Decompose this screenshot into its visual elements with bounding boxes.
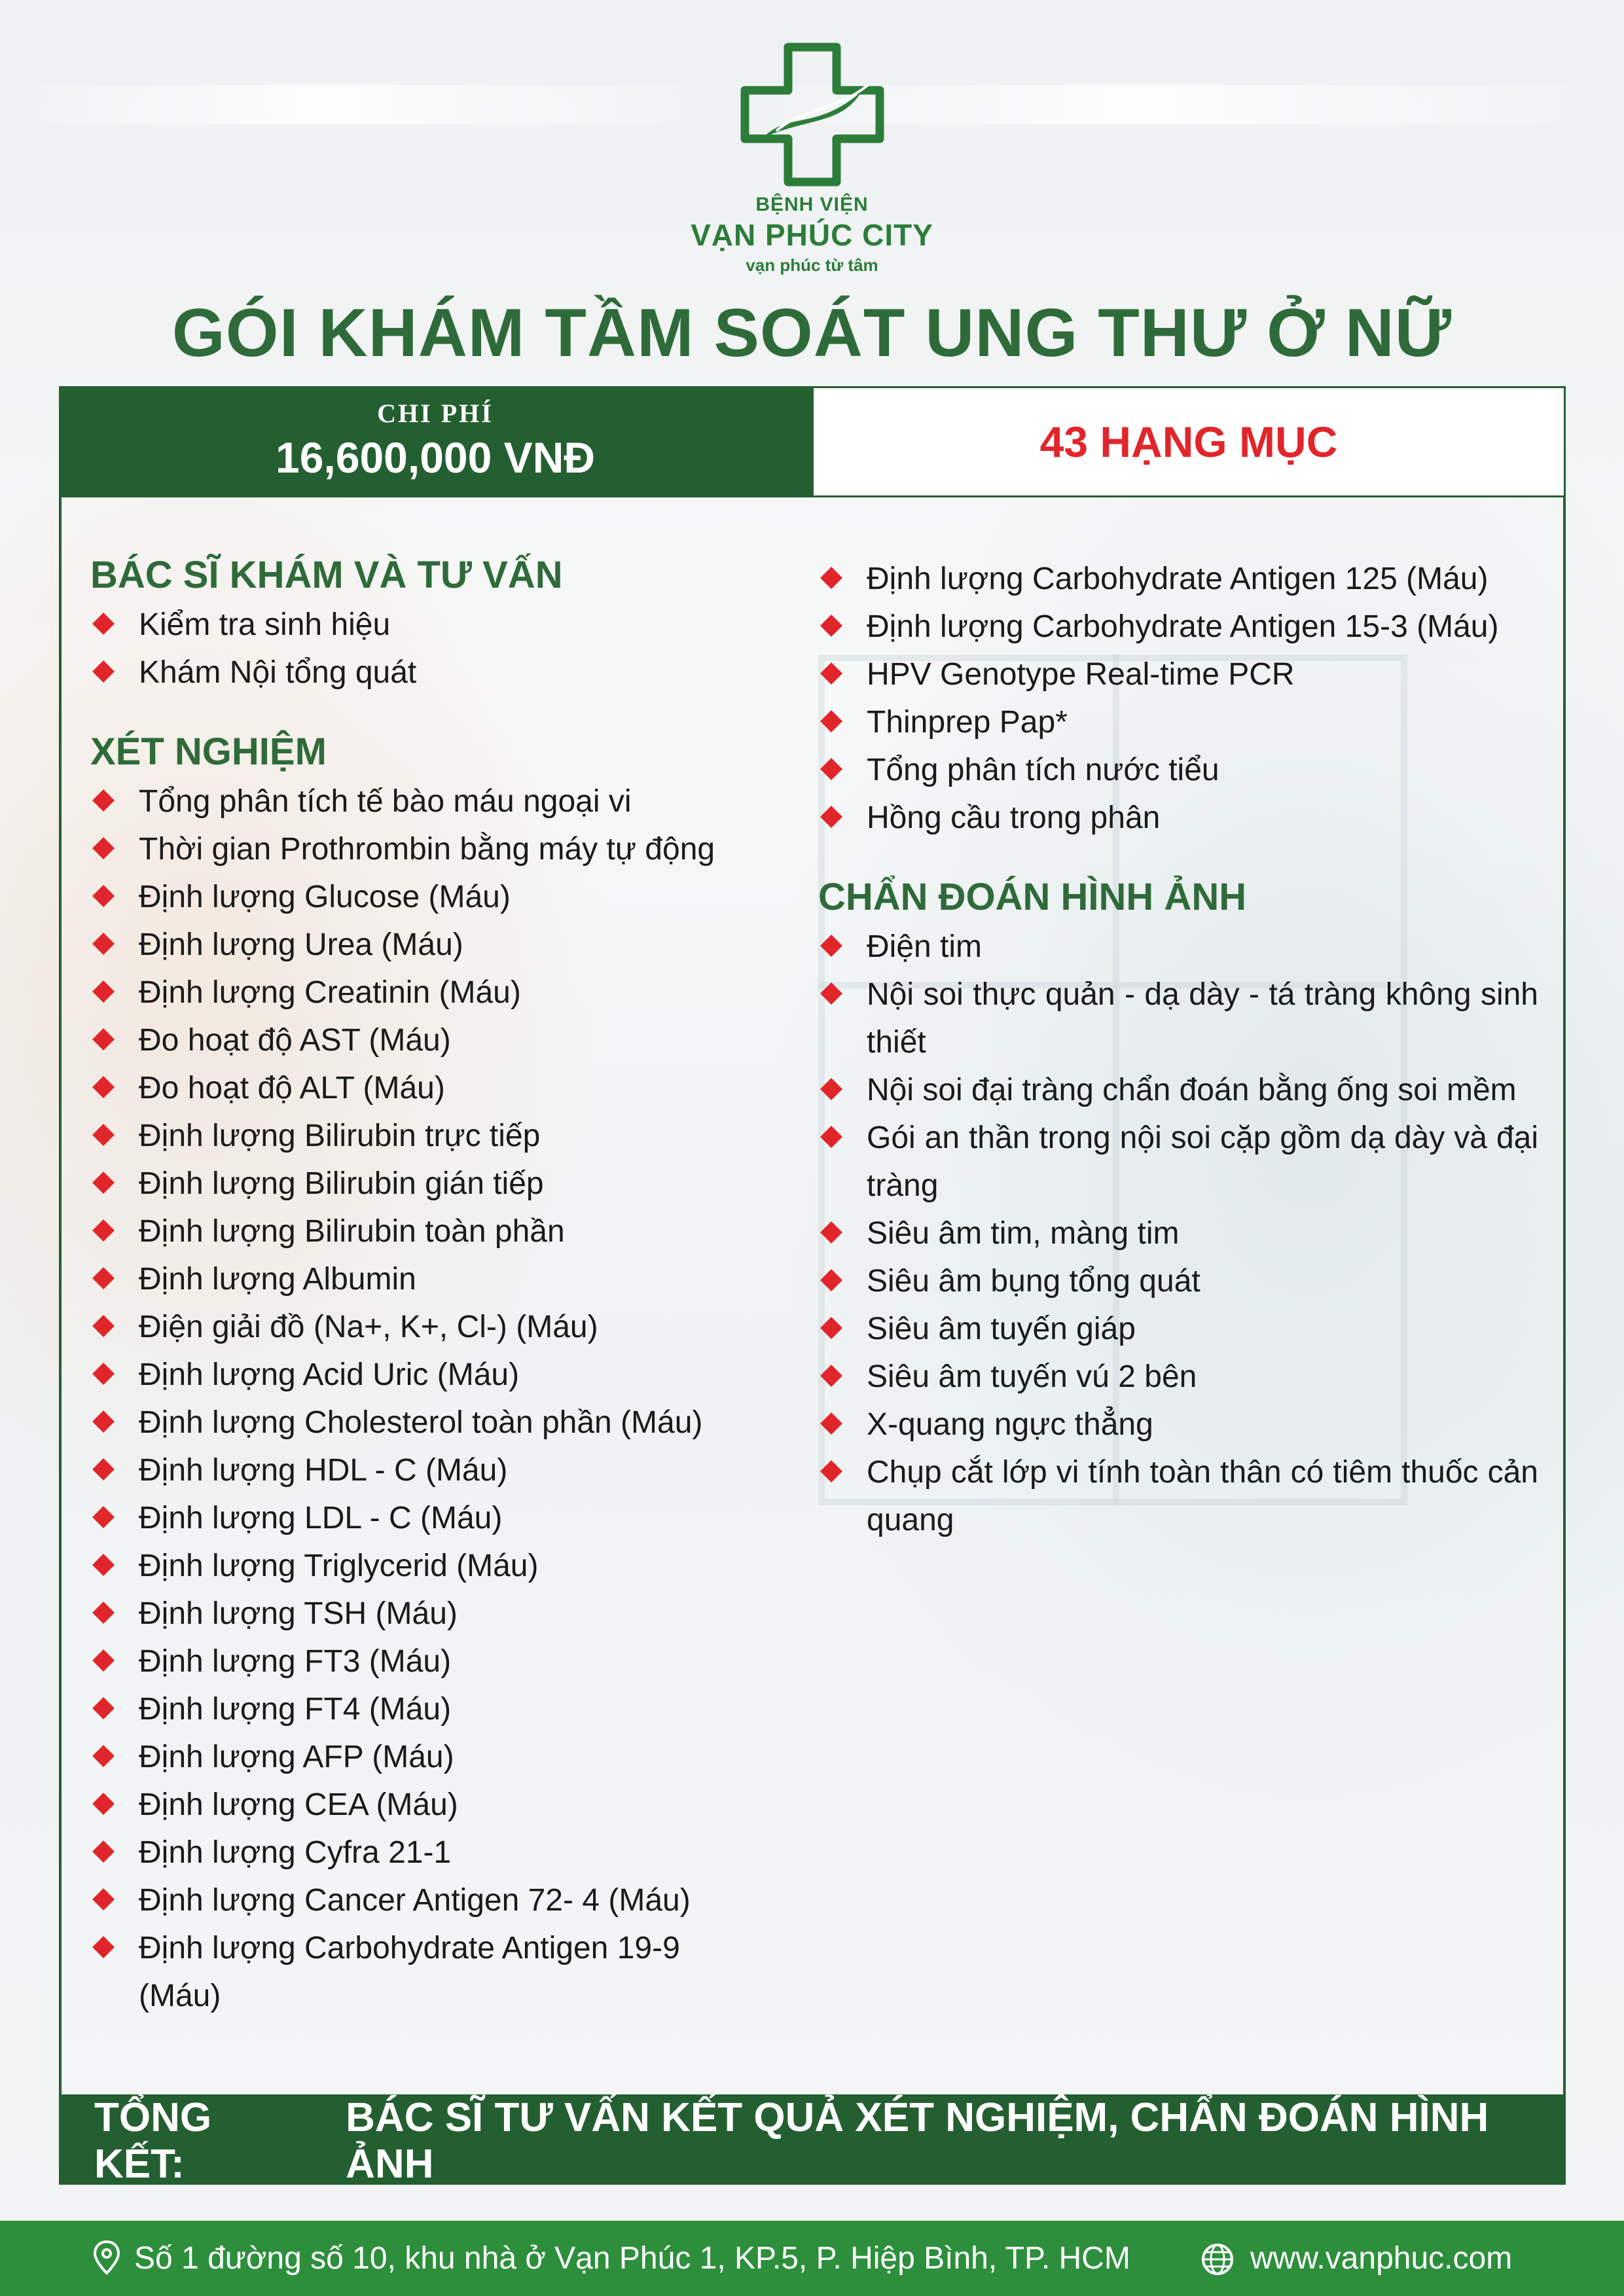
diamond-bullet-icon [92,1124,115,1146]
price-label: CHI PHÍ [377,399,494,428]
diamond-bullet-icon [92,1793,115,1815]
diamond-bullet-icon [92,1410,115,1433]
list-item: Gói an thần trong nội soi cặp gồm dạ dày và đại tràng [818,1114,1538,1210]
diamond-bullet-icon [92,1697,115,1719]
diamond-bullet-icon [92,660,115,683]
footer [0,2221,1624,2296]
list-item: X-quang ngực thẳng [818,1401,1538,1448]
section-title-imaging: CHẨN ĐOÁN HÌNH ẢNH [818,876,1247,918]
right-column [818,555,1538,1544]
diamond-bullet-icon [92,837,115,859]
list-item: Thời gian Prothrombin bằng máy tự động [90,825,791,873]
list-item: Điện tim [818,923,1538,971]
diamond-bullet-icon [92,1363,115,1385]
list-item: Định lượng Creatinin (Máu) [90,969,791,1016]
diamond-bullet-icon [820,1317,842,1339]
list-item: Tổng phân tích tế bào máu ngoại vi [90,778,791,825]
list-item: Định lượng FT3 (Máu) [90,1638,791,1685]
list-item: Định lượng Glucose (Máu) [90,873,791,921]
list-item: Định lượng AFP (Máu) [90,1733,791,1781]
diamond-bullet-icon [92,885,115,907]
list-item: Định lượng HDL - C (Máu) [90,1446,791,1494]
list-item: Định lượng Carbohydrate Antigen 125 (Máu) [818,555,1538,603]
diamond-bullet-icon [92,1267,115,1289]
medical-cross-leaf-icon [737,39,888,190]
diamond-bullet-icon [92,1458,115,1480]
imaging-list [818,923,1538,1544]
diamond-bullet-icon [820,567,842,589]
diamond-bullet-icon [820,1460,842,1482]
diamond-bullet-icon [820,1365,842,1387]
lab-list-continued [818,555,1538,842]
left-column [90,550,791,2020]
diamond-bullet-icon [92,980,115,1003]
list-item: Định lượng Cyfra 21-1 [90,1829,791,1876]
list-item: Siêu âm tuyến vú 2 bên [818,1353,1538,1401]
diamond-bullet-icon [92,1840,115,1863]
list-item: Chụp cắt lớp vi tính toàn thân có tiêm thuốc cản quang [818,1448,1538,1544]
diamond-bullet-icon [92,1506,115,1528]
list-item: Điện giải đồ (Na+, K+, Cl-) (Máu) [90,1303,791,1351]
list-item: Định lượng Acid Uric (Máu) [90,1351,791,1399]
list-item: Định lượng Cholesterol toàn phần (Máu) [90,1399,791,1446]
list-item: Kiểm tra sinh hiệu [90,601,791,649]
footer-address: Số 1 đường số 10, khu nhà ở Vạn Phúc 1, KP.5, P. Hiệp Bình, TP. HCM [134,2241,1130,2276]
logo-tagline: vạn phúc từ tâm [746,255,878,275]
list-item: Định lượng TSH (Máu) [90,1590,791,1638]
summary-text: BÁC SĨ TƯ VẤN KẾT QUẢ XÉT NGHIỆM, CHẨN ĐOÁN HÌNH ẢNH [346,2095,1489,2187]
diamond-bullet-icon [92,933,115,955]
list-item: Định lượng FT4 (Máu) [90,1685,791,1733]
diamond-bullet-icon [820,982,842,1005]
list-item: Định lượng Cancer Antigen 72- 4 (Máu) [90,1876,791,1924]
section-title-lab: XÉT NGHIỆM [90,730,327,773]
list-item: Định lượng CEA (Máu) [90,1781,791,1829]
diamond-bullet-icon [820,806,842,828]
diamond-bullet-icon [92,1602,115,1624]
price-box [59,386,812,497]
diamond-bullet-icon [92,1219,115,1242]
diamond-bullet-icon [820,615,842,637]
list-item: Siêu âm tim, màng tim [818,1210,1538,1257]
footer-website[interactable]: www.vanphuc.com [1250,2241,1513,2276]
list-item: Định lượng Urea (Máu) [90,921,791,969]
price-value: 16,600,000 VNĐ [275,433,595,482]
diamond-bullet-icon [820,1126,842,1148]
list-item: HPV Genotype Real-time PCR [818,651,1538,698]
diamond-bullet-icon [92,1888,115,1910]
diamond-bullet-icon [92,1554,115,1576]
list-item: Hồng cầu trong phân [818,794,1538,842]
hospital-logo [0,39,1624,276]
diamond-bullet-icon [92,1649,115,1672]
list-item: Siêu âm bụng tổng quát [818,1257,1538,1305]
list-item: Tổng phân tích nước tiểu [818,746,1538,794]
location-pin-icon [90,2239,123,2276]
list-item: Định lượng LDL - C (Máu) [90,1494,791,1542]
list-item: Định lượng Bilirubin toàn phần [90,1208,791,1255]
diamond-bullet-icon [820,1221,842,1244]
list-item: Định lượng Bilirubin trực tiếp [90,1112,791,1160]
diamond-bullet-icon [92,613,115,635]
summary-bar [59,2097,1566,2185]
diamond-bullet-icon [820,1078,842,1100]
section-title-consult: BÁC SĨ KHÁM VÀ TƯ VẤN [90,554,563,596]
globe-icon [1200,2242,1235,2276]
list-item: Định lượng Carbohydrate Antigen 15-3 (Máu) [818,603,1547,651]
price-row [59,386,1566,497]
list-item: Thinprep Pap* [818,698,1538,746]
diamond-bullet-icon [92,1745,115,1767]
diamond-bullet-icon [820,935,842,957]
page-title: GÓI KHÁM TẦM SOÁT UNG THƯ Ở NỮ [171,295,1453,371]
list-item: Đo hoạt độ AST (Máu) [90,1016,791,1064]
diamond-bullet-icon [92,1936,115,1958]
diamond-bullet-icon [92,1076,115,1098]
list-item: Nội soi đại tràng chẩn đoán bằng ống soi mềm [818,1066,1538,1114]
list-item: Khám Nội tổng quát [90,649,791,696]
diamond-bullet-icon [820,710,842,732]
list-item: Siêu âm tuyến giáp [818,1305,1538,1353]
summary-label: TỔNG KẾT: [94,2095,212,2187]
diamond-bullet-icon [820,662,842,685]
diamond-bullet-icon [820,1412,842,1435]
list-item: Nội soi thực quản - dạ dày - tá tràng không sinh thiết [818,971,1538,1066]
logo-line1: BỆNH VIỆN [755,194,869,215]
list-item: Định lượng Carbohydrate Antigen 19-9 (Máu) [90,1924,741,2020]
list-item: Định lượng Albumin [90,1255,791,1303]
lab-list [90,778,791,2020]
diamond-bullet-icon [820,758,842,780]
list-item: Định lượng Triglycerid (Máu) [90,1542,791,1590]
diamond-bullet-icon [92,1172,115,1194]
diamond-bullet-icon [92,1028,115,1050]
list-item: Đo hoạt độ ALT (Máu) [90,1064,791,1112]
diamond-bullet-icon [820,1269,842,1291]
consult-list [90,601,791,696]
diamond-bullet-icon [92,1315,115,1337]
item-count: 43 HẠNG MỤC [812,386,1566,497]
logo-line2: VẠN PHÚC CITY [691,218,933,252]
diamond-bullet-icon [92,789,115,812]
list-item: Định lượng Bilirubin gián tiếp [90,1160,791,1208]
